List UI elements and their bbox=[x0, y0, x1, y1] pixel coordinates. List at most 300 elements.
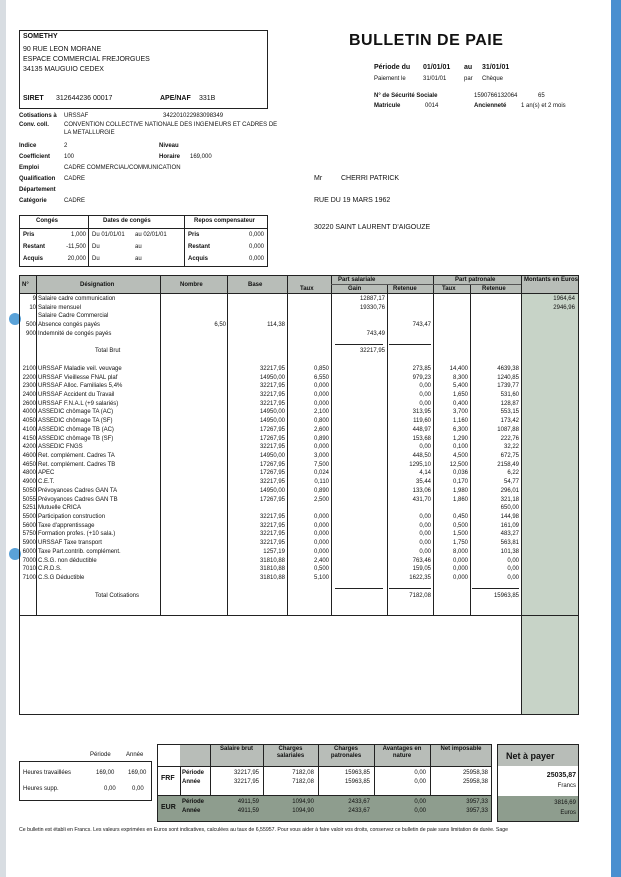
line-patronal-taux: 3,700 bbox=[452, 409, 468, 416]
paid-by-label: par bbox=[464, 76, 473, 82]
line-retenue: 0,00 bbox=[419, 522, 431, 529]
eur-annee-label: Année bbox=[182, 808, 201, 814]
leave-date-to: au bbox=[135, 244, 142, 250]
leave-value: 20,000 bbox=[67, 256, 86, 262]
line-retenue: 159,05 bbox=[412, 566, 431, 573]
line-retenue: 0,00 bbox=[419, 444, 431, 451]
line-designation: Ret. complément. Cadres TA bbox=[38, 453, 115, 459]
info-value-2: 2 bbox=[64, 143, 68, 149]
line-patronal-retenue: 0,00 bbox=[507, 557, 519, 564]
line-number: 10 bbox=[29, 304, 36, 311]
employer-name: SOMETHY bbox=[23, 33, 58, 40]
frf-periode-label: Période bbox=[182, 770, 205, 776]
line-patronal-taux: 0,100 bbox=[452, 444, 468, 451]
line-retenue: 448,97 bbox=[412, 426, 431, 433]
line-designation: C.S.G Déductible bbox=[38, 575, 85, 581]
line-retenue: 7182,08 bbox=[409, 592, 431, 599]
siret-value: 312644236 00017 bbox=[56, 95, 113, 102]
line-base: 14950,00 bbox=[259, 453, 285, 459]
line-designation: Salaire cadre communication bbox=[38, 296, 116, 302]
leave-label: Pris bbox=[23, 232, 35, 238]
line-number: 900 bbox=[25, 330, 36, 337]
line-base: 114,38 bbox=[267, 322, 285, 329]
line-designation: ASSEDIC chômage TA (SF) bbox=[38, 418, 113, 425]
header-retenue: Retenue bbox=[393, 286, 417, 292]
line-taux: 2,100 bbox=[313, 409, 329, 416]
info-value-5: CADRE bbox=[64, 176, 86, 182]
line-taux: 2,500 bbox=[313, 496, 329, 503]
line-taux: 0,000 bbox=[313, 522, 329, 529]
line-number: 2400 bbox=[22, 391, 36, 398]
info-label-4: Emploi bbox=[19, 165, 40, 171]
info-value-1b: LA METALLURGIE bbox=[64, 130, 115, 136]
header-num: N° bbox=[22, 282, 29, 288]
header-designation: Désignation bbox=[80, 282, 115, 288]
line-designation: Total Brut bbox=[95, 348, 121, 355]
line-patronal-taux: 5,400 bbox=[452, 383, 468, 390]
totals-cell: 32217,95 bbox=[233, 770, 259, 776]
leave-repos-label: Restant bbox=[188, 244, 211, 250]
line-patronal-taux: 0,450 bbox=[452, 514, 468, 520]
totals-cell: 4911,59 bbox=[237, 808, 259, 814]
line-patronal-taux: 1,860 bbox=[452, 496, 468, 503]
line-designation: ASSEDIC chômage TB (SF) bbox=[38, 435, 114, 442]
line-taux: 0,850 bbox=[313, 365, 329, 372]
line-patronal-retenue: 0,00 bbox=[507, 575, 519, 581]
line-base: 1257,19 bbox=[263, 548, 285, 555]
totals-cell: 0,00 bbox=[414, 808, 426, 814]
totals-cell: 32217,95 bbox=[233, 779, 259, 785]
ss-label: N° de Sécurité Sociale bbox=[374, 93, 438, 99]
line-taux: 0,890 bbox=[313, 487, 329, 494]
eur-label: EUR bbox=[161, 804, 176, 811]
line-patronal-retenue: 101,38 bbox=[500, 548, 519, 555]
euros-column-shade bbox=[521, 293, 578, 714]
line-patronal-taux: 0,170 bbox=[452, 479, 468, 486]
line-designation: Indemnité de congés payés bbox=[38, 330, 112, 337]
scan-left-edge bbox=[0, 0, 6, 877]
line-patronal-taux: 0,000 bbox=[452, 566, 468, 573]
line-taux: 0,000 bbox=[313, 531, 329, 538]
line-base: 32217,95 bbox=[259, 365, 285, 372]
line-number: 4150 bbox=[22, 435, 36, 442]
line-designation: URSSAF Alloc. Familiales 5,4% bbox=[38, 383, 123, 390]
hours-worked-year: 169,00 bbox=[128, 770, 147, 776]
net-eur-currency: Euros bbox=[560, 810, 576, 816]
info-label-3: Coefficient bbox=[19, 154, 51, 160]
line-euros: 2946,96 bbox=[553, 304, 575, 311]
line-number: 4800 bbox=[22, 470, 36, 477]
totals-cell: 4911,59 bbox=[237, 799, 259, 805]
totals-cell: 3957,33 bbox=[466, 808, 488, 814]
leave-date-from: Du 01/01/01 bbox=[92, 232, 125, 238]
line-taux: 6,550 bbox=[313, 374, 329, 381]
line-base: 17267,95 bbox=[259, 461, 285, 468]
line-designation: URSSAF F.N.A.L (+9 salariés) bbox=[38, 400, 119, 407]
line-base: 31810,88 bbox=[259, 566, 285, 573]
frf-label: FRF bbox=[161, 775, 175, 782]
totals-cell: 1094,90 bbox=[292, 799, 314, 805]
eur-periode-label: Période bbox=[182, 799, 205, 805]
totals-header: Avantages en nature bbox=[382, 746, 422, 759]
line-patronal-taux: 1,750 bbox=[452, 540, 468, 547]
line-base: 14950,00 bbox=[259, 487, 285, 494]
leave-date-to: au bbox=[135, 256, 142, 262]
line-base: 32217,95 bbox=[259, 444, 285, 451]
matricule-value: 0014 bbox=[425, 103, 439, 109]
line-designation: URSSAF Taxe transport bbox=[38, 540, 102, 547]
header-gain: Gain bbox=[348, 286, 362, 292]
line-designation: URSSAF Vieillesse FNAL plaf bbox=[38, 374, 118, 381]
line-patronal-retenue: 4639,38 bbox=[497, 365, 519, 372]
line-number: 4000 bbox=[22, 409, 36, 416]
employee-title: Mr bbox=[314, 175, 323, 182]
line-base: 14950,00 bbox=[259, 374, 285, 381]
line-base: 17267,95 bbox=[259, 496, 285, 503]
info-value-4: CADRE COMMERCIAL/COMMUNICATION bbox=[64, 165, 181, 171]
paid-by: Chèque bbox=[482, 76, 504, 82]
info-label2-3: Horaire bbox=[159, 154, 181, 160]
line-patronal-taux: 0,000 bbox=[452, 557, 468, 564]
line-patronal-retenue: 161,09 bbox=[500, 522, 519, 529]
line-number: 5600 bbox=[22, 522, 36, 529]
line-retenue: 0,00 bbox=[419, 400, 431, 407]
line-base: 31810,88 bbox=[259, 575, 285, 581]
line-taux: 2,600 bbox=[313, 426, 329, 433]
line-retenue: 153,68 bbox=[412, 435, 431, 442]
info-value-0: URSSAF bbox=[64, 113, 89, 119]
line-base: 31810,88 bbox=[259, 557, 285, 564]
line-patronal-taux: 1,160 bbox=[452, 418, 468, 425]
line-base: 32217,95 bbox=[259, 391, 285, 398]
line-taux: 5,100 bbox=[313, 575, 329, 581]
leave-header-repos: Repos compensateur bbox=[194, 218, 256, 224]
line-designation: Formation profes. (+10 sala.) bbox=[38, 531, 116, 538]
line-taux: 0,500 bbox=[313, 566, 329, 573]
info-extra-0: 342201022983098349 bbox=[163, 113, 224, 119]
line-retenue: 743,47 bbox=[412, 322, 431, 329]
line-patronal-retenue: 1240,85 bbox=[497, 374, 519, 381]
line-patronal-taux: 1,980 bbox=[452, 487, 468, 494]
line-taux: 0,000 bbox=[313, 391, 329, 398]
net-frf-currency: Francs bbox=[557, 783, 576, 789]
leave-repos-value: 0,000 bbox=[248, 232, 264, 238]
line-patronal-retenue: 54,77 bbox=[503, 479, 519, 486]
line-taux: 0,000 bbox=[313, 383, 329, 390]
hours-header-annee: Année bbox=[126, 752, 144, 758]
line-retenue: 1295,10 bbox=[409, 461, 431, 468]
paid-date: 31/01/01 bbox=[423, 76, 447, 82]
employee-street: RUE DU 19 MARS 1962 bbox=[314, 197, 391, 204]
line-retenue: 35,44 bbox=[415, 479, 431, 486]
line-designation: Taxe d'apprentissage bbox=[38, 522, 95, 529]
line-patronal-taux: 6,300 bbox=[452, 426, 468, 433]
line-number: 5055 bbox=[22, 496, 36, 503]
line-designation: Salaire Cadre Commercial bbox=[38, 313, 109, 320]
line-retenue: 119,60 bbox=[413, 418, 431, 425]
hours-extra-label: Heures supp. bbox=[23, 786, 59, 792]
line-base: 14950,00 bbox=[259, 409, 285, 416]
line-patronal-taux: 8,300 bbox=[452, 374, 468, 381]
employee-city: 30220 SAINT LAURENT D'AIGOUZE bbox=[314, 224, 431, 231]
ss-number: 1590766132064 bbox=[474, 93, 518, 99]
line-designation: ASSEDIC FNGS bbox=[38, 444, 83, 451]
line-number: 9 bbox=[32, 296, 36, 302]
line-retenue: 448,50 bbox=[412, 453, 431, 459]
info-label-0: Cotisations à bbox=[19, 113, 57, 119]
net-eur: 3816,69 bbox=[554, 800, 576, 806]
totals-cell: 0,00 bbox=[414, 779, 426, 785]
line-retenue: 273,85 bbox=[412, 365, 431, 372]
totals-cell: 7182,08 bbox=[292, 770, 314, 776]
period-label: Période du bbox=[374, 64, 411, 71]
totals-cell: 25958,38 bbox=[462, 779, 488, 785]
line-number: 4200 bbox=[22, 444, 36, 451]
line-taux: 0,000 bbox=[313, 444, 329, 451]
info-label-7: Catégorie bbox=[19, 198, 47, 204]
line-patronal-retenue: 531,60 bbox=[500, 391, 519, 398]
period-from: 01/01/01 bbox=[423, 64, 451, 71]
line-gain: 743,49 bbox=[366, 330, 385, 337]
header-base: Base bbox=[248, 282, 263, 288]
totals-header: Salaire brut bbox=[219, 746, 253, 752]
leave-date-from: Du bbox=[92, 256, 100, 262]
line-retenue: 0,00 bbox=[419, 391, 431, 398]
line-patronal-taux: 0,500 bbox=[452, 522, 468, 529]
line-gain: 19330,76 bbox=[359, 304, 385, 311]
info-label2-2: Niveau bbox=[159, 143, 179, 149]
line-number: 5050 bbox=[22, 487, 36, 494]
leave-value: -11,500 bbox=[66, 244, 86, 250]
line-patronal-taux: 12,500 bbox=[449, 461, 468, 468]
line-taux: 0,110 bbox=[314, 479, 329, 486]
line-retenue: 0,00 bbox=[419, 383, 431, 390]
line-base: 32217,95 bbox=[259, 400, 285, 407]
line-number: 7000 bbox=[22, 557, 36, 564]
paid-label: Paiement le bbox=[374, 76, 406, 82]
hours-worked-period: 169,00 bbox=[96, 770, 115, 776]
totals-cell: 2433,67 bbox=[348, 808, 370, 814]
line-retenue: 0,00 bbox=[419, 531, 431, 538]
totals-cell: 25958,38 bbox=[462, 770, 488, 776]
totals-header: Net imposable bbox=[440, 746, 482, 752]
frf-annee-label: Année bbox=[182, 779, 201, 785]
document-title: BULLETIN DE PAIE bbox=[349, 32, 504, 49]
line-patronal-retenue: 0,00 bbox=[507, 566, 519, 573]
line-euros: 1964,64 bbox=[553, 296, 575, 302]
line-patronal-retenue: 2158,49 bbox=[497, 461, 519, 468]
line-patronal-taux: 1,650 bbox=[452, 391, 468, 398]
line-number: 4050 bbox=[22, 418, 36, 425]
hours-box bbox=[19, 761, 152, 801]
line-taux: 0,000 bbox=[313, 400, 329, 407]
period-to-label: au bbox=[464, 64, 473, 71]
header-part-patronale: Part patronale bbox=[455, 277, 496, 283]
employer-address-3: 34135 MAUGUIO CEDEX bbox=[23, 66, 104, 73]
info-value-3: 100 bbox=[64, 154, 75, 160]
line-number: 7100 bbox=[22, 575, 36, 581]
leave-repos-value: 0,000 bbox=[248, 244, 264, 250]
line-designation: C.R.D.S. bbox=[38, 566, 62, 573]
totals-cell: 0,00 bbox=[414, 770, 426, 776]
line-taux: 0,800 bbox=[313, 418, 329, 425]
leave-repos-label: Acquis bbox=[188, 256, 209, 262]
leave-header-dates: Dates de congés bbox=[103, 218, 151, 224]
line-patronal-taux: 14,400 bbox=[449, 365, 468, 372]
line-taux: 7,500 bbox=[313, 461, 329, 468]
leave-date-from: Du bbox=[92, 244, 100, 250]
header-part-salariale: Part salariale bbox=[338, 277, 376, 283]
header-nombre: Nombre bbox=[180, 282, 203, 288]
line-number: 5251 bbox=[22, 505, 36, 512]
net-label: Net à payer bbox=[506, 751, 555, 761]
line-patronal-retenue: 553,15 bbox=[500, 409, 519, 416]
line-designation: Absence congés payés bbox=[38, 322, 101, 329]
line-patronal-retenue: 222,76 bbox=[500, 435, 519, 442]
ape-value: 331B bbox=[199, 95, 216, 102]
scan-right-edge bbox=[611, 0, 621, 877]
line-number: 4600 bbox=[22, 453, 36, 459]
info-label-5: Qualification bbox=[19, 176, 56, 182]
line-designation: Prévoyances Cadres GAN TB bbox=[38, 496, 118, 503]
totals-cell: 15963,85 bbox=[344, 770, 370, 776]
ss-key: 65 bbox=[538, 93, 545, 99]
line-patronal-retenue: 296,01 bbox=[500, 487, 519, 494]
ape-label: APE/NAF bbox=[160, 95, 191, 102]
line-patronal-retenue: 672,75 bbox=[500, 453, 519, 459]
line-base: 32217,95 bbox=[259, 514, 285, 520]
line-patronal-taux: 1,500 bbox=[452, 531, 468, 538]
line-base: 32217,95 bbox=[259, 383, 285, 390]
line-base: 17267,95 bbox=[259, 435, 285, 442]
line-taux: 0,890 bbox=[313, 435, 329, 442]
line-designation: Prévoyances Cadres GAN TA bbox=[38, 487, 118, 494]
line-retenue: 431,70 bbox=[412, 496, 431, 503]
line-patronal-taux: 0,036 bbox=[452, 470, 468, 477]
line-patronal-retenue: 128,87 bbox=[500, 400, 519, 407]
leave-value: 1,000 bbox=[70, 232, 86, 238]
totals-cell: 7182,08 bbox=[292, 779, 314, 785]
line-taux: 2,400 bbox=[313, 557, 329, 564]
line-retenue: 0,00 bbox=[419, 540, 431, 547]
line-patronal-taux: 0,400 bbox=[452, 400, 468, 407]
line-number: 5500 bbox=[22, 514, 36, 520]
line-designation: Taxe Part.contrib. complément. bbox=[38, 548, 121, 555]
line-designation: C.E.T. bbox=[38, 479, 55, 486]
payslip-lines-table bbox=[19, 275, 579, 715]
line-retenue: 313,95 bbox=[412, 409, 431, 416]
footer-note: Ce bulletin est établi en Francs. Les valeurs exprimées en Euros sont indicatives, calculées au taux de 6,55957. Pour vous aider à faire valoir vos droits, conservez ce bulletin de paie sans limitation de durée. Sage bbox=[19, 827, 509, 833]
hours-header-periode: Période bbox=[90, 752, 111, 758]
line-number: 4650 bbox=[22, 461, 36, 468]
totals-cell: 15963,85 bbox=[344, 779, 370, 785]
line-retenue: 979,23 bbox=[412, 374, 431, 381]
period-to: 31/01/01 bbox=[482, 64, 510, 71]
line-designation: Mutuelle CRICA bbox=[38, 505, 82, 512]
employee-name: CHERRI PATRICK bbox=[341, 175, 400, 182]
net-frf: 25035,87 bbox=[546, 772, 576, 779]
line-base: 17267,95 bbox=[259, 426, 285, 433]
line-retenue: 1622,35 bbox=[409, 575, 431, 581]
line-gain: 32217,95 bbox=[359, 348, 385, 355]
line-retenue: 763,46 bbox=[412, 557, 431, 564]
line-number: 5900 bbox=[22, 540, 36, 547]
anciennete-label: Ancienneté bbox=[474, 103, 507, 109]
line-designation: Total Cotisations bbox=[95, 592, 140, 599]
line-designation: APEC bbox=[38, 470, 55, 477]
line-patronal-retenue: 321,18 bbox=[500, 496, 519, 503]
line-patronal-retenue: 563,81 bbox=[500, 540, 519, 547]
line-taux: 0,000 bbox=[313, 540, 329, 547]
totals-header: Charges patronales bbox=[330, 746, 362, 759]
info-label-6: Département bbox=[19, 187, 56, 193]
totals-cell: 1094,90 bbox=[292, 808, 314, 814]
info-value-7: CADRE bbox=[64, 198, 86, 204]
line-number: 7010 bbox=[22, 566, 36, 573]
header-pretenue: Retenue bbox=[482, 286, 506, 292]
line-designation: Salaire mensuel bbox=[38, 304, 82, 311]
anciennete-value: 1 an(s) et 2 mois bbox=[521, 103, 566, 109]
leave-repos-label: Pris bbox=[188, 232, 200, 238]
line-patronal-retenue: 650,00 bbox=[500, 505, 519, 512]
line-designation: Participation construction bbox=[38, 514, 106, 520]
hours-extra-year: 0,00 bbox=[132, 786, 144, 792]
line-designation: URSSAF Accident du Travail bbox=[38, 391, 115, 398]
info-label-2: Indice bbox=[19, 143, 37, 149]
leave-label: Acquis bbox=[23, 256, 44, 262]
leave-repos-value: 0,000 bbox=[248, 256, 264, 262]
line-patronal-retenue: 144,98 bbox=[500, 514, 519, 520]
line-retenue: 0,00 bbox=[419, 514, 431, 520]
line-base: 32217,95 bbox=[259, 479, 285, 486]
totals-cell: 3957,33 bbox=[466, 799, 488, 805]
totals-cell: 2433,67 bbox=[348, 799, 370, 805]
line-number: 2600 bbox=[22, 400, 36, 407]
line-taux: 0,024 bbox=[313, 470, 329, 477]
header-ptaux: Taux bbox=[442, 286, 456, 292]
line-designation: ASSEDIC chômage TA (AC) bbox=[38, 409, 114, 416]
hours-worked-label: Heures travaillées bbox=[23, 770, 72, 776]
line-number: 5750 bbox=[22, 531, 36, 538]
employer-address-1: 90 RUE LEON MORANE bbox=[23, 46, 102, 53]
totals-header: Charges salariales bbox=[276, 746, 305, 759]
line-patronal-retenue: 15963,85 bbox=[493, 592, 519, 599]
line-patronal-taux: 4,500 bbox=[452, 453, 468, 459]
info-label-1: Conv. coll. bbox=[19, 122, 49, 128]
line-base: 32217,95 bbox=[259, 522, 285, 529]
line-retenue: 0,00 bbox=[419, 548, 431, 555]
line-patronal-retenue: 1087,88 bbox=[497, 426, 519, 433]
line-number: 2200 bbox=[22, 374, 36, 381]
line-number: 6000 bbox=[22, 548, 36, 555]
line-gain: 12887,17 bbox=[359, 296, 385, 302]
line-designation: C.S.G. non déductible bbox=[38, 557, 97, 564]
line-taux: 0,000 bbox=[313, 514, 329, 520]
line-base: 32217,95 bbox=[259, 540, 285, 547]
line-nombre: 6,50 bbox=[214, 322, 226, 329]
line-number: 4100 bbox=[22, 426, 36, 433]
line-base: 32217,95 bbox=[259, 531, 285, 538]
header-taux: Taux bbox=[300, 286, 314, 292]
line-number: 2100 bbox=[22, 365, 36, 372]
line-patronal-taux: 0,000 bbox=[452, 575, 468, 581]
info-valueb-3: 169,000 bbox=[190, 154, 212, 160]
line-designation: ASSEDIC chômage TB (AC) bbox=[38, 426, 114, 433]
line-base: 14950,00 bbox=[259, 418, 285, 425]
totals-cell: 0,00 bbox=[414, 799, 426, 805]
line-patronal-retenue: 32,22 bbox=[503, 444, 519, 451]
info-value-1: CONVENTION COLLECTIVE NATIONALE DES INGENIEURS ET CADRES DE bbox=[64, 122, 278, 128]
